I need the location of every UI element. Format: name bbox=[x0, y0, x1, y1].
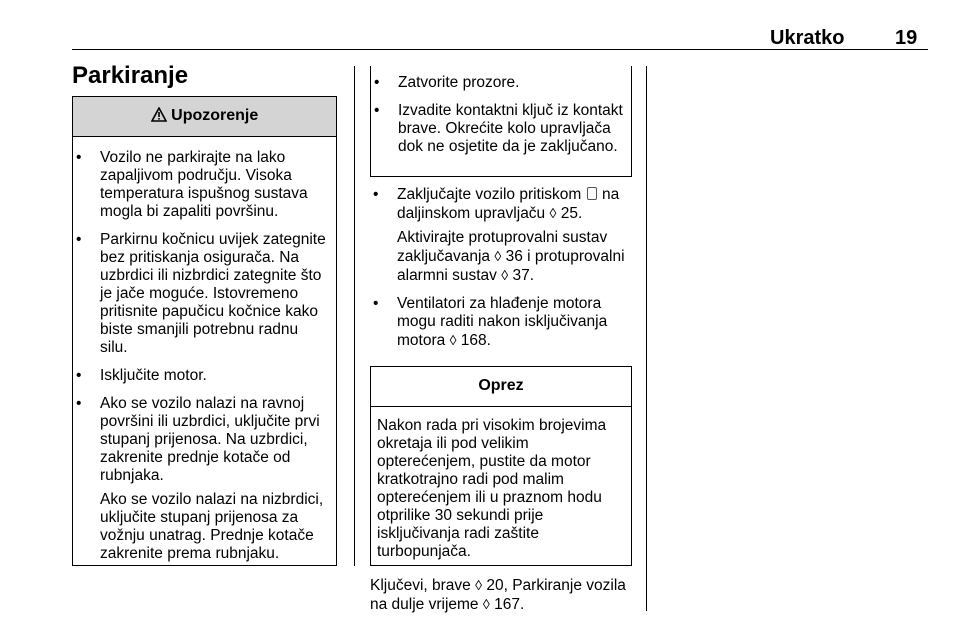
reference-link-parking[interactable]: , Parkiranje vozila na dulje vrijeme bbox=[370, 577, 626, 613]
reference-icon: ◊ bbox=[482, 596, 490, 612]
caution-header: Oprez bbox=[371, 367, 631, 407]
reference-icon: ◊ bbox=[475, 577, 483, 593]
warning-list bbox=[73, 149, 330, 563]
reference-icon: ◊ bbox=[501, 267, 509, 283]
warning-box bbox=[72, 96, 337, 566]
caution-box bbox=[370, 366, 632, 566]
list-item: • Izvadite kontaktni ključ iz kontakt brave. Okrećite kolo upravljača dok ne osjetite da je zaključano. bbox=[371, 102, 625, 156]
warning-header bbox=[73, 97, 336, 137]
steps-list bbox=[370, 186, 636, 360]
list-item: • Zatvorite prozore. bbox=[371, 74, 625, 92]
list-item: • Parkirnu kočnicu uvijek zategnite bez pritiskanja osigurača. Na uzbrdici ili nizbrdici zategnite što je jače moguće. Istovremeno pritisnite papučicu kočnice kako biste smanjili potrebnu radnu silu. bbox=[73, 231, 330, 357]
reference-icon: ◊ bbox=[449, 332, 457, 348]
column-divider-1 bbox=[354, 66, 355, 566]
list-item-sub: Ako se vozilo nalazi na nizbrdici, uključite stupanj prijenosa za vožnju unatrag. Prednje kotače zakrenite prema rubnjaku. bbox=[100, 491, 324, 562]
list-item: • Zaključajte vozilo pritiskom na daljinskom upravljaču ◊ 25. Aktivirajte protuprovalni sustav zaključavanja ◊ 36 i protuprovalni alarmni sustav ◊ 37. bbox=[370, 186, 636, 285]
header-title: Ukratko bbox=[770, 27, 845, 49]
list-item: • Isključite motor. bbox=[73, 367, 330, 385]
warning-triangle-icon bbox=[151, 107, 167, 122]
page-number: 19 bbox=[895, 27, 918, 49]
reference-link-keys[interactable]: Ključevi, brave bbox=[370, 577, 471, 594]
warning-title: Upozorenje bbox=[171, 107, 259, 124]
list-item: • Vozilo ne parkirajte na lako zapaljivom području. Visoka temperatura ispušnog sustava mogla bi zapaliti površinu. bbox=[73, 149, 330, 221]
list-item: • Ako se vozilo nalazi na ravnoj površini ili uzbrdici, uključite prvi stupanj prijenosa. Na uzbrdici, zakrenite prednje kotače od rubnjaka. Ako se vozilo nalazi na nizbrdici, uključite stupanj prijenosa za vožnju unatrag. Prednje kotače zakrenite prema rubnjaku. bbox=[73, 395, 330, 563]
column-divider-2 bbox=[646, 66, 647, 611]
warning-continued-box bbox=[370, 66, 632, 177]
reference-icon: ◊ bbox=[494, 248, 502, 264]
list-item: • Ventilatori za hlađenje motora mogu raditi nakon isključivanja motora ◊ 168. bbox=[370, 295, 636, 350]
lock-icon bbox=[587, 187, 597, 200]
header-rule bbox=[72, 49, 928, 50]
warning-continued-list bbox=[371, 74, 625, 156]
section-title: Parkiranje bbox=[72, 62, 189, 89]
list-item-sub: Aktivirajte protuprovalni sustav zaključavanja ◊ 36 i protuprovalni alarmni sustav ◊ 37. bbox=[397, 229, 625, 284]
footer-references: Ključevi, brave ◊ 20, Parkiranje vozila na dulje vrijeme ◊ 167. bbox=[370, 577, 626, 613]
caution-text: Nakon rada pri visokim brojevima okretaja ili pod velikim opterećenjem, pustite da motor kratkotrajno radi pod malim opterećenjem ili u praznom hodu otprilike 30 sekundi prije isključivanja radi zaštite turbopunjača. bbox=[377, 417, 607, 560]
reference-icon: ◊ bbox=[549, 205, 557, 221]
